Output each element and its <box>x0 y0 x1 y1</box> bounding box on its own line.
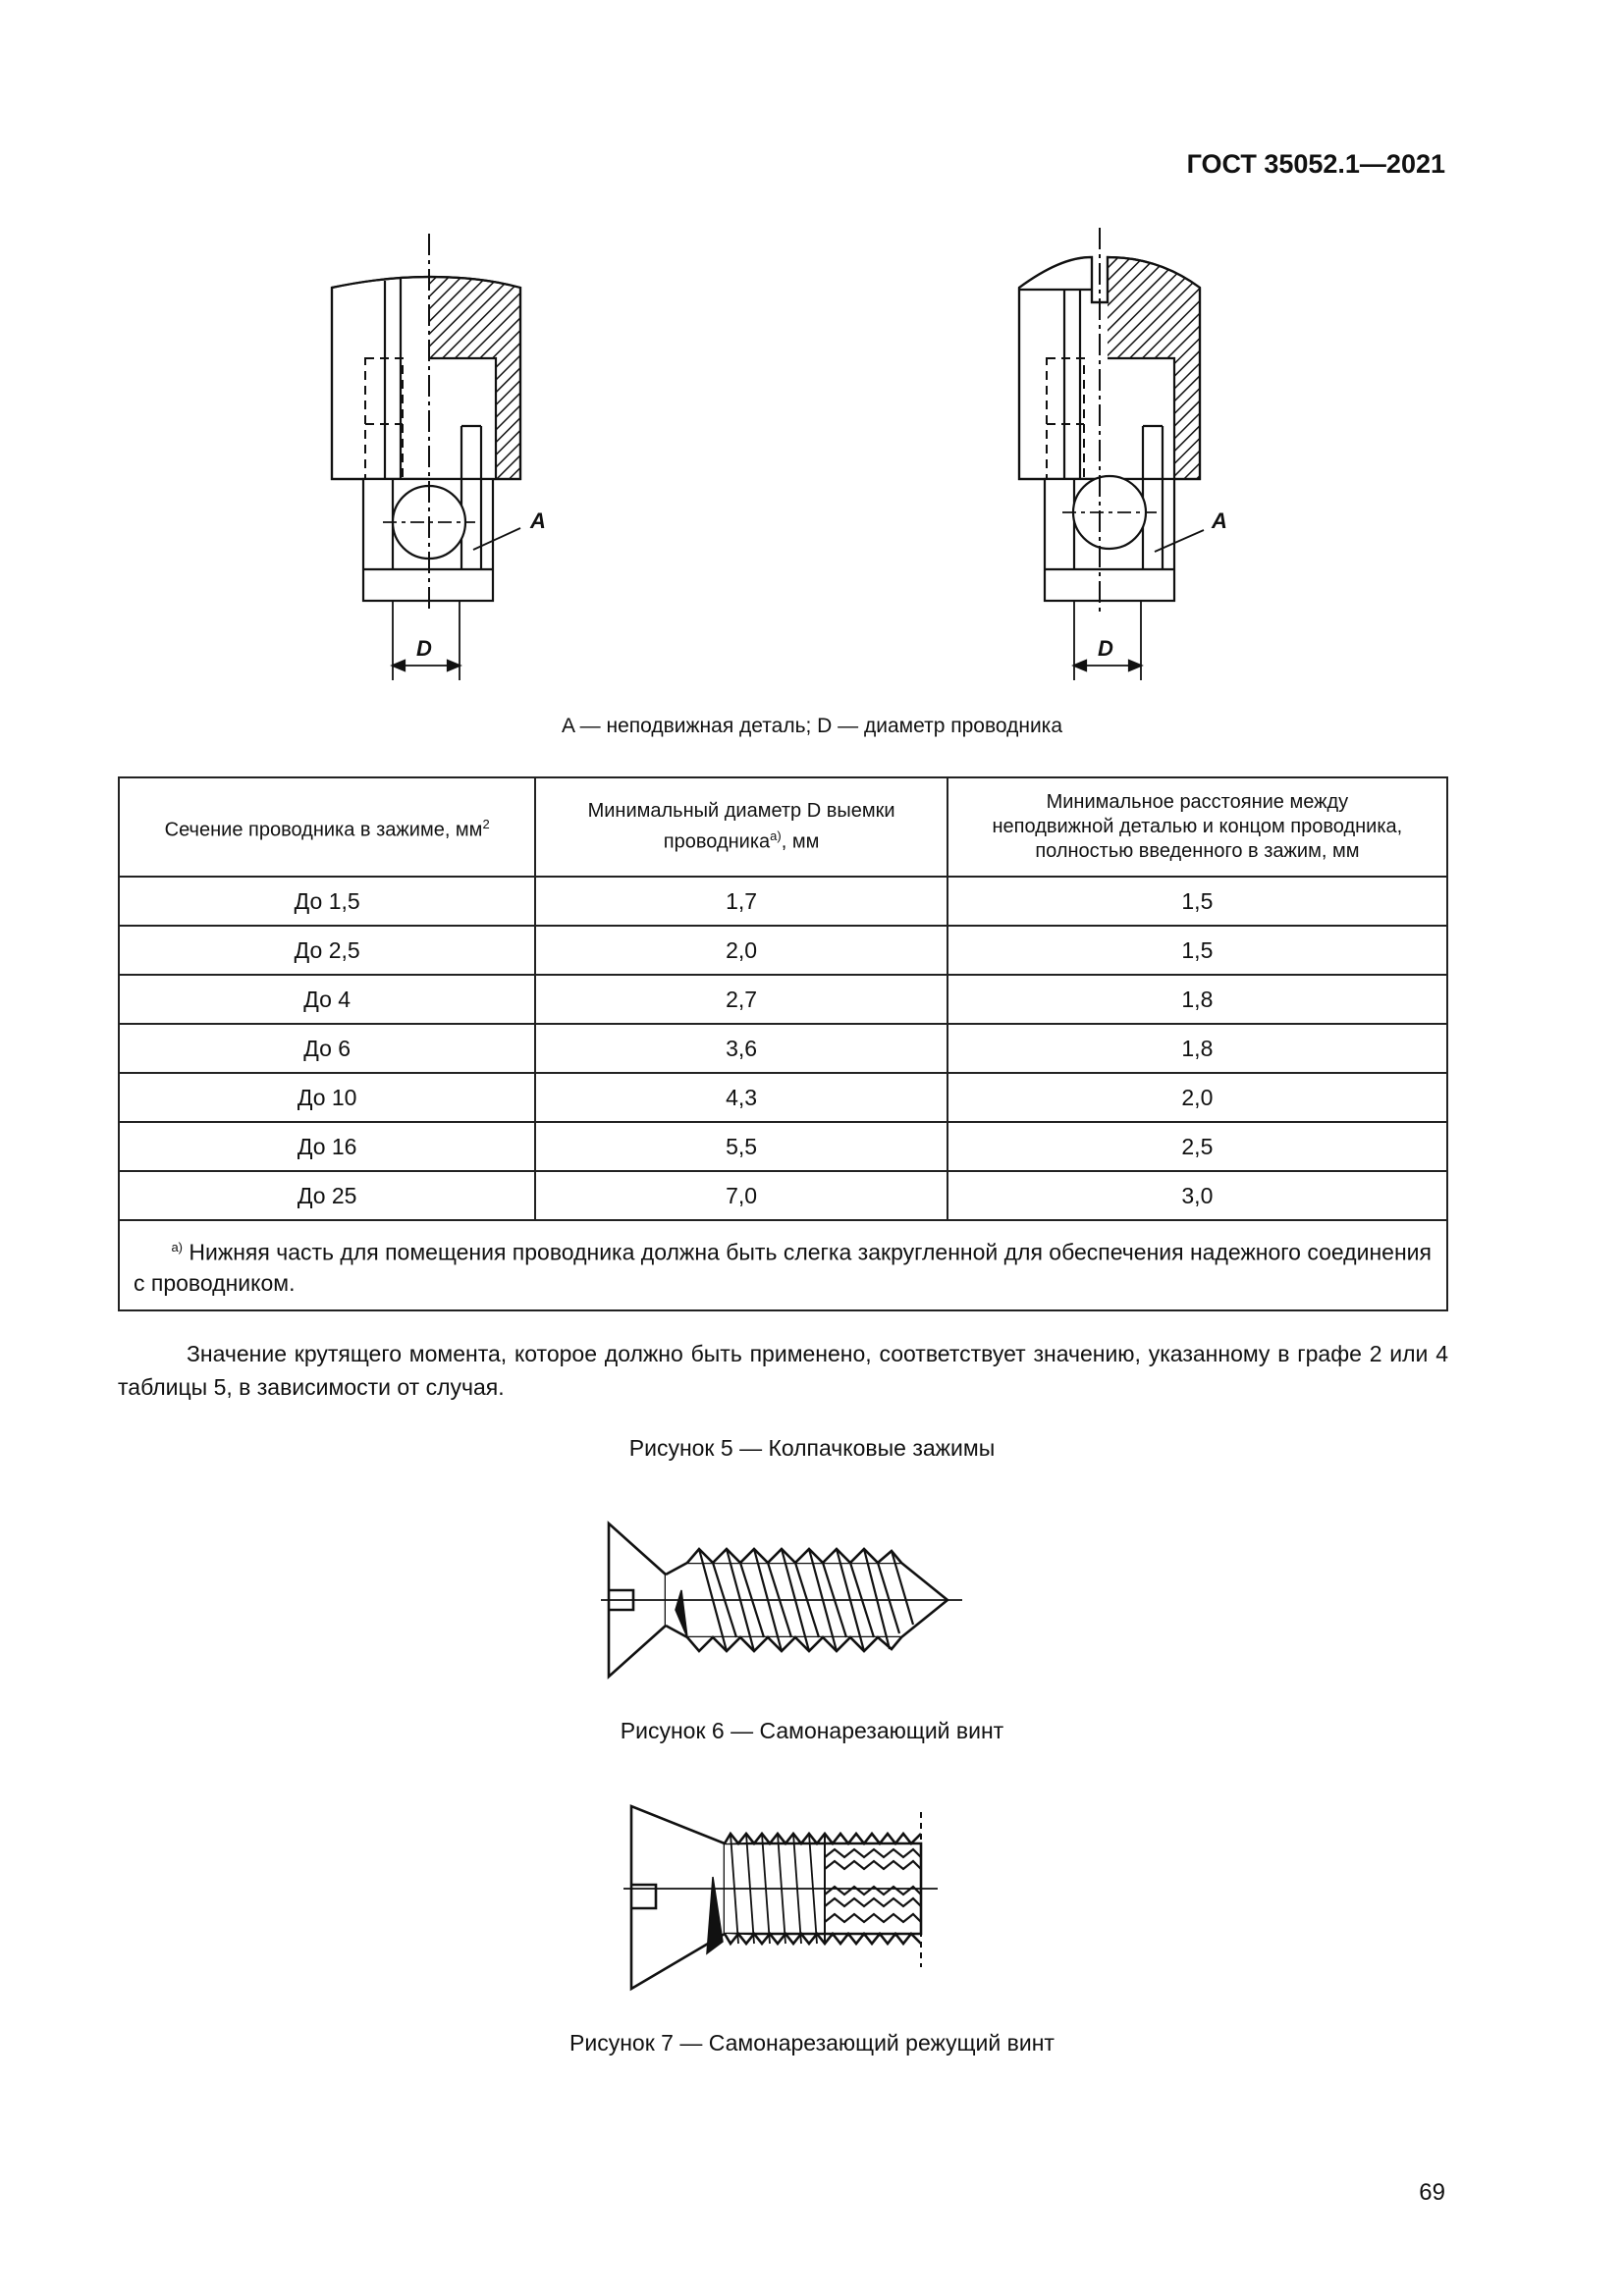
table-cell: 1,5 <box>947 926 1447 975</box>
table-note-row <box>119 1220 1447 1310</box>
conductor-table <box>118 776 1448 1311</box>
table-row <box>119 1073 1447 1122</box>
table-footnote: $^{а)}$ Нижняя часть для помещения проводника должна быть слегка закругленной для обеспечения надежного соединения с проводником. <box>119 1220 1447 1310</box>
table-cell: 2,5 <box>947 1122 1447 1171</box>
label-d-left: D <box>416 636 432 661</box>
table-cell: 7,0 <box>535 1171 947 1220</box>
table-cell: До 25 <box>119 1171 535 1220</box>
label-a-left: A <box>530 508 546 533</box>
label-d-right: D <box>1098 636 1113 661</box>
figure5-caption: Рисунок 5 — Колпачковые зажимы <box>628 1435 996 1461</box>
table-row <box>119 1024 1447 1073</box>
document-code: ГОСТ 35052.1—2021 <box>1186 149 1445 179</box>
table-cell: До 2,5 <box>119 926 535 975</box>
table-cell: 2,0 <box>947 1073 1447 1122</box>
table-cell: До 10 <box>119 1073 535 1122</box>
table-cell: До 6 <box>119 1024 535 1073</box>
table-cell: 2,7 <box>535 975 947 1024</box>
cap-terminal-right-drawing <box>1019 228 1204 680</box>
table-cell: 1,8 <box>947 1024 1447 1073</box>
table-cell: До 4 <box>119 975 535 1024</box>
table-cell: 5,5 <box>535 1122 947 1171</box>
table-cell: 3,6 <box>535 1024 947 1073</box>
table-row <box>119 926 1447 975</box>
table-row <box>119 877 1447 926</box>
table-header-cell: Сечение проводника в зажиме, $мм^2$ <box>119 777 535 877</box>
table-cell: До 1,5 <box>119 877 535 926</box>
label-a-right: A <box>1212 508 1227 533</box>
table-cell: 2,0 <box>535 926 947 975</box>
table-row <box>119 1171 1447 1220</box>
thread-cutting-screw-drawing <box>623 1806 938 1989</box>
page-number: 69 <box>1419 2179 1445 2206</box>
table-header-cell: Минимальный диаметр D выемки проводника$^{а)}$, мм <box>535 777 947 877</box>
table-cell: 3,0 <box>947 1171 1447 1220</box>
figure5-legend: A — неподвижная деталь; D — диаметр проводника <box>561 715 1063 737</box>
table-cell: 1,8 <box>947 975 1447 1024</box>
table-cell: 1,7 <box>535 877 947 926</box>
table-header-row <box>119 777 1447 877</box>
cap-terminal-left-drawing <box>332 234 520 680</box>
self-tapping-screw-drawing <box>601 1523 962 1677</box>
figure7-caption: Рисунок 7 — Самонарезающий режущий винт <box>569 2030 1055 2056</box>
table-row <box>119 975 1447 1024</box>
table-cell: 1,5 <box>947 877 1447 926</box>
table-cell: 4,3 <box>535 1073 947 1122</box>
table-cell: До 16 <box>119 1122 535 1171</box>
figure6-caption: Рисунок 6 — Самонарезающий винт <box>620 1718 1004 1743</box>
table-header-cell: Минимальное расстояние между неподвижной деталью и концом проводника, полностью введенного в зажим, мм <box>947 777 1447 877</box>
body-paragraph: Значение крутящего момента, которое должно быть применено, соответствует значению, указанному в графе 2 или 4 таблицы 5, в зависимости от случая. <box>118 1341 1448 1400</box>
table-row <box>119 1122 1447 1171</box>
